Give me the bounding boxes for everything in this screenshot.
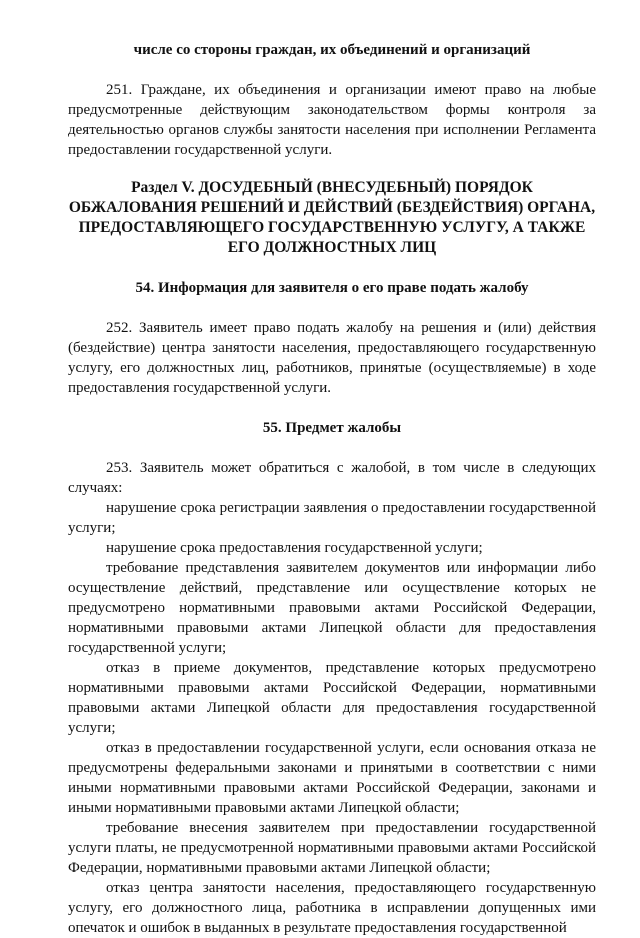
document-page — [68, 40, 596, 938]
paragraph-252: 252. Заявитель имеет право подать жалобу на решения и (или) действия (бездействие) центра занятости населения, предоставляющего государственную услугу, его должностных лиц, работников, принятые (осуществляемые) в ходе предоставления государственной услуги. — [68, 320, 596, 396]
list-item: нарушение срока предоставления государственной услуги; — [106, 540, 483, 556]
heading-54: 54. Информация для заявителя о его праве подать жалобу — [135, 280, 529, 296]
section-v-title: Раздел V. ДОСУДЕБНЫЙ (ВНЕСУДЕБНЫЙ) ПОРЯДОК ОБЖАЛОВАНИЯ РЕШЕНИЙ И ДЕЙСТВИЙ (БЕЗДЕЙСТВИЯ) ОРГАНА, ПРЕДОСТАВЛЯЮЩЕГО ГОСУДАРСТВЕННУЮ УСЛУГУ, А ТАКЖЕ ЕГО ДОЛЖНОСТНЫХ ЛИЦ — [68, 179, 596, 256]
paragraph-253: 253. Заявитель может обратиться с жалобой, в том числе в следующих случаях: — [68, 460, 596, 496]
list-item: нарушение срока регистрации заявления о предоставлении государственной услуги; — [68, 500, 596, 536]
list-item: отказ центра занятости населения, предоставляющего государственную услугу, его должностного лица, работника в исправлении допущенных ими опечаток и ошибок в выданных в результате предоставления государственной — [68, 880, 596, 936]
list-item: требование представления заявителем документов или информации либо осуществление действий, представление или осуществление которых не предусмотрено нормативными правовыми актами Российской Федерации, нормативными правовыми актами Липецкой области для предоставления государственной услуги; — [68, 560, 596, 656]
list-item: требование внесения заявителем при предоставлении государственной услуги платы, не предусмотренной нормативными правовыми актами Российской Федерации, нормативными правовыми актами Липецкой области; — [68, 820, 596, 876]
heading-55: 55. Предмет жалобы — [262, 420, 402, 436]
top-heading: числе со стороны граждан, их объединений и организаций — [133, 42, 531, 58]
paragraph-251: 251. Граждане, их объединения и организации имеют право на любые предусмотренные действующим законодательством формы контроля за деятельностью органов службы занятости населения при исполнении Регламента предоставлении государственной услуги. — [68, 82, 596, 158]
list-item: отказ в предоставлении государственной услуги, если основания отказа не предусмотрены федеральными законами и принятыми в соответствии с ними иными нормативными правовыми актами Российской Федерации, законами и иными нормативными правовыми актами Липецкой области; — [68, 740, 596, 816]
list-item: отказ в приеме документов, представление которых предусмотрено нормативными правовыми актами Российской Федерации, нормативными правовыми актами Липецкой области для предоставления государственной услуги; — [68, 660, 596, 736]
cases-list — [68, 498, 596, 938]
